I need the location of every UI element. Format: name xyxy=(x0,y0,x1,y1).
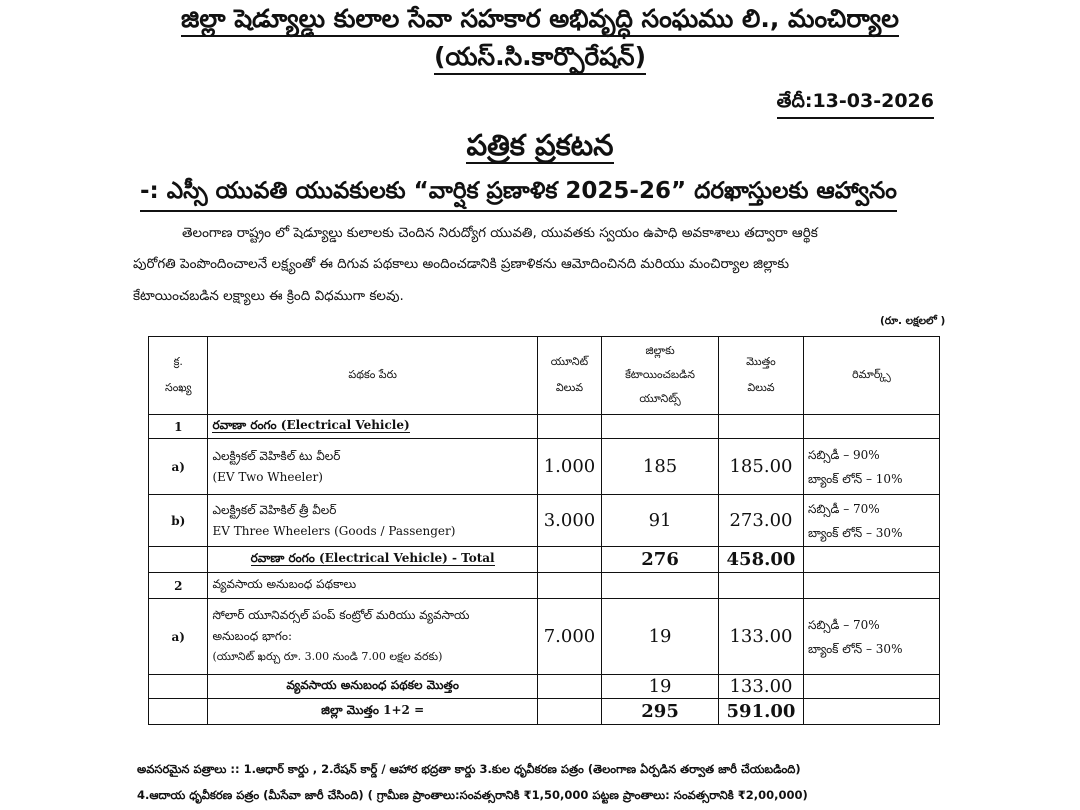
notice-subtitle: -: ఎస్సీ యువతి యువకులకు “వార్షిక ప్రణాళిక 2025-26” దరఖాస్తులకు ఆహ్వానం xyxy=(140,178,897,212)
table-header-row xyxy=(149,337,940,415)
units-note: (రూ. లక్షలలో ) xyxy=(880,315,946,327)
org-subtitle: (యస్.సి.కార్పొరేషన్) xyxy=(0,42,1080,78)
header-scheme-name: పథకం పేరు xyxy=(208,337,537,415)
required-documents-line-1: అవసరమైన పత్రాలు :: 1.ఆధార్ కార్డు , 2.రేషన్ కార్డ్ / ఆహార భద్రతా కార్డు 3.కుల ధృవీకరణ పత్రం (తెలంగాణ ఏర్పడిన తర్వాత జారీ చేయబడింది) xyxy=(137,762,801,776)
header-unit-value: యూనిట్ విలువ xyxy=(537,337,601,415)
org-title: జిల్లా షెడ్యూల్డు కులాల సేవా సహకార అభివృద్ధి సంఘము లి., మంచిర్యాల xyxy=(0,4,1080,40)
subtotal-row: వ్యవసాయ అనుబంధ పథకల మొత్తం 19 133.00 xyxy=(149,675,940,699)
table-row: a) ఎలక్ట్రికల్ వెహికిల్ టు వీలర్ (EV Two Wheeler) 1.000 185 185.00 సబ్సిడీ – 90% బ్యాంక్ లోన్ – 10% xyxy=(149,439,940,495)
intro-line-1: తెలంగాణ రాష్ట్రం లో షెడ్యూల్డు కులాలకు చెందిన నిరుద్యోగ యువతి, యువతకు స్వయం ఉపాధి అవకాశాలు తద్వారా ఆర్థిక xyxy=(182,225,818,241)
subtotal-row: రవాణా రంగం (Electrical Vehicle) - Total 276 458.00 xyxy=(149,547,940,573)
section-row: 1 రవాణా రంగం (Electrical Vehicle) xyxy=(149,415,940,439)
intro-line-3: కేటాయించబడిన లక్ష్యాలు ఈ క్రింది విధముగా కలవు. xyxy=(133,288,404,304)
schemes-table xyxy=(148,336,940,725)
section-row: 2 వ్యవసాయ అనుబంధ పథకాలు xyxy=(149,573,940,599)
table-row: a) సోలార్ యూనివర్సల్ పంప్ కంట్రోల్ మరియు వ్యవసాయ అనుబంధ భాగం: (యూనిట్ ఖర్చు రూ. 3.00 నుండి 7.00 లక్షల వరకు) 7.000 19 133.00 సబ్సిడీ – 70% బ్యాంక్ లోన్ – 30% xyxy=(149,599,940,675)
required-documents-line-2: 4.ఆదాయ ధృవీకరణ పత్రం (మీసేవా జారీ చేసింది) ( గ్రామీణ ప్రాంతాలు:సంవత్సరానికి ₹1,50,000 పట్టణ ప్రాంతాలు: సంవత్సరానికి ₹2,00,000) xyxy=(137,788,808,802)
header-total-value: మొత్తం విలువ xyxy=(718,337,803,415)
header-remarks: రిమార్క్స్ xyxy=(803,337,939,415)
notice-title: పత్రిక ప్రకటన xyxy=(466,128,614,162)
header-serial: క్ర. సంఖ్య xyxy=(149,337,208,415)
table-row: b) ఎలక్ట్రికల్ వెహికిల్ త్రీ వీలర్ EV Three Wheelers (Goods / Passenger) 3.000 91 273.00 సబ్సిడీ – 70% బ్యాంక్ లోన్ – 30% xyxy=(149,495,940,547)
intro-line-2: పురోగతి పెంపొందించాలనే లక్ష్యంతో ఈ దిగువ పథకాలు అందించడానికి ప్రణాళికను ఆమోదించినది మరియు మంచిర్యాల జిల్లాకు xyxy=(133,256,789,272)
header-allocated-units: జిల్లాకు కేటాయించబడిన యూనిట్స్ xyxy=(602,337,719,415)
grand-total-row: జిల్లా మొత్తం 1+2 = 295 591.00 xyxy=(149,699,940,725)
notice-date: తేదీ:13-03-2026 xyxy=(777,90,934,119)
